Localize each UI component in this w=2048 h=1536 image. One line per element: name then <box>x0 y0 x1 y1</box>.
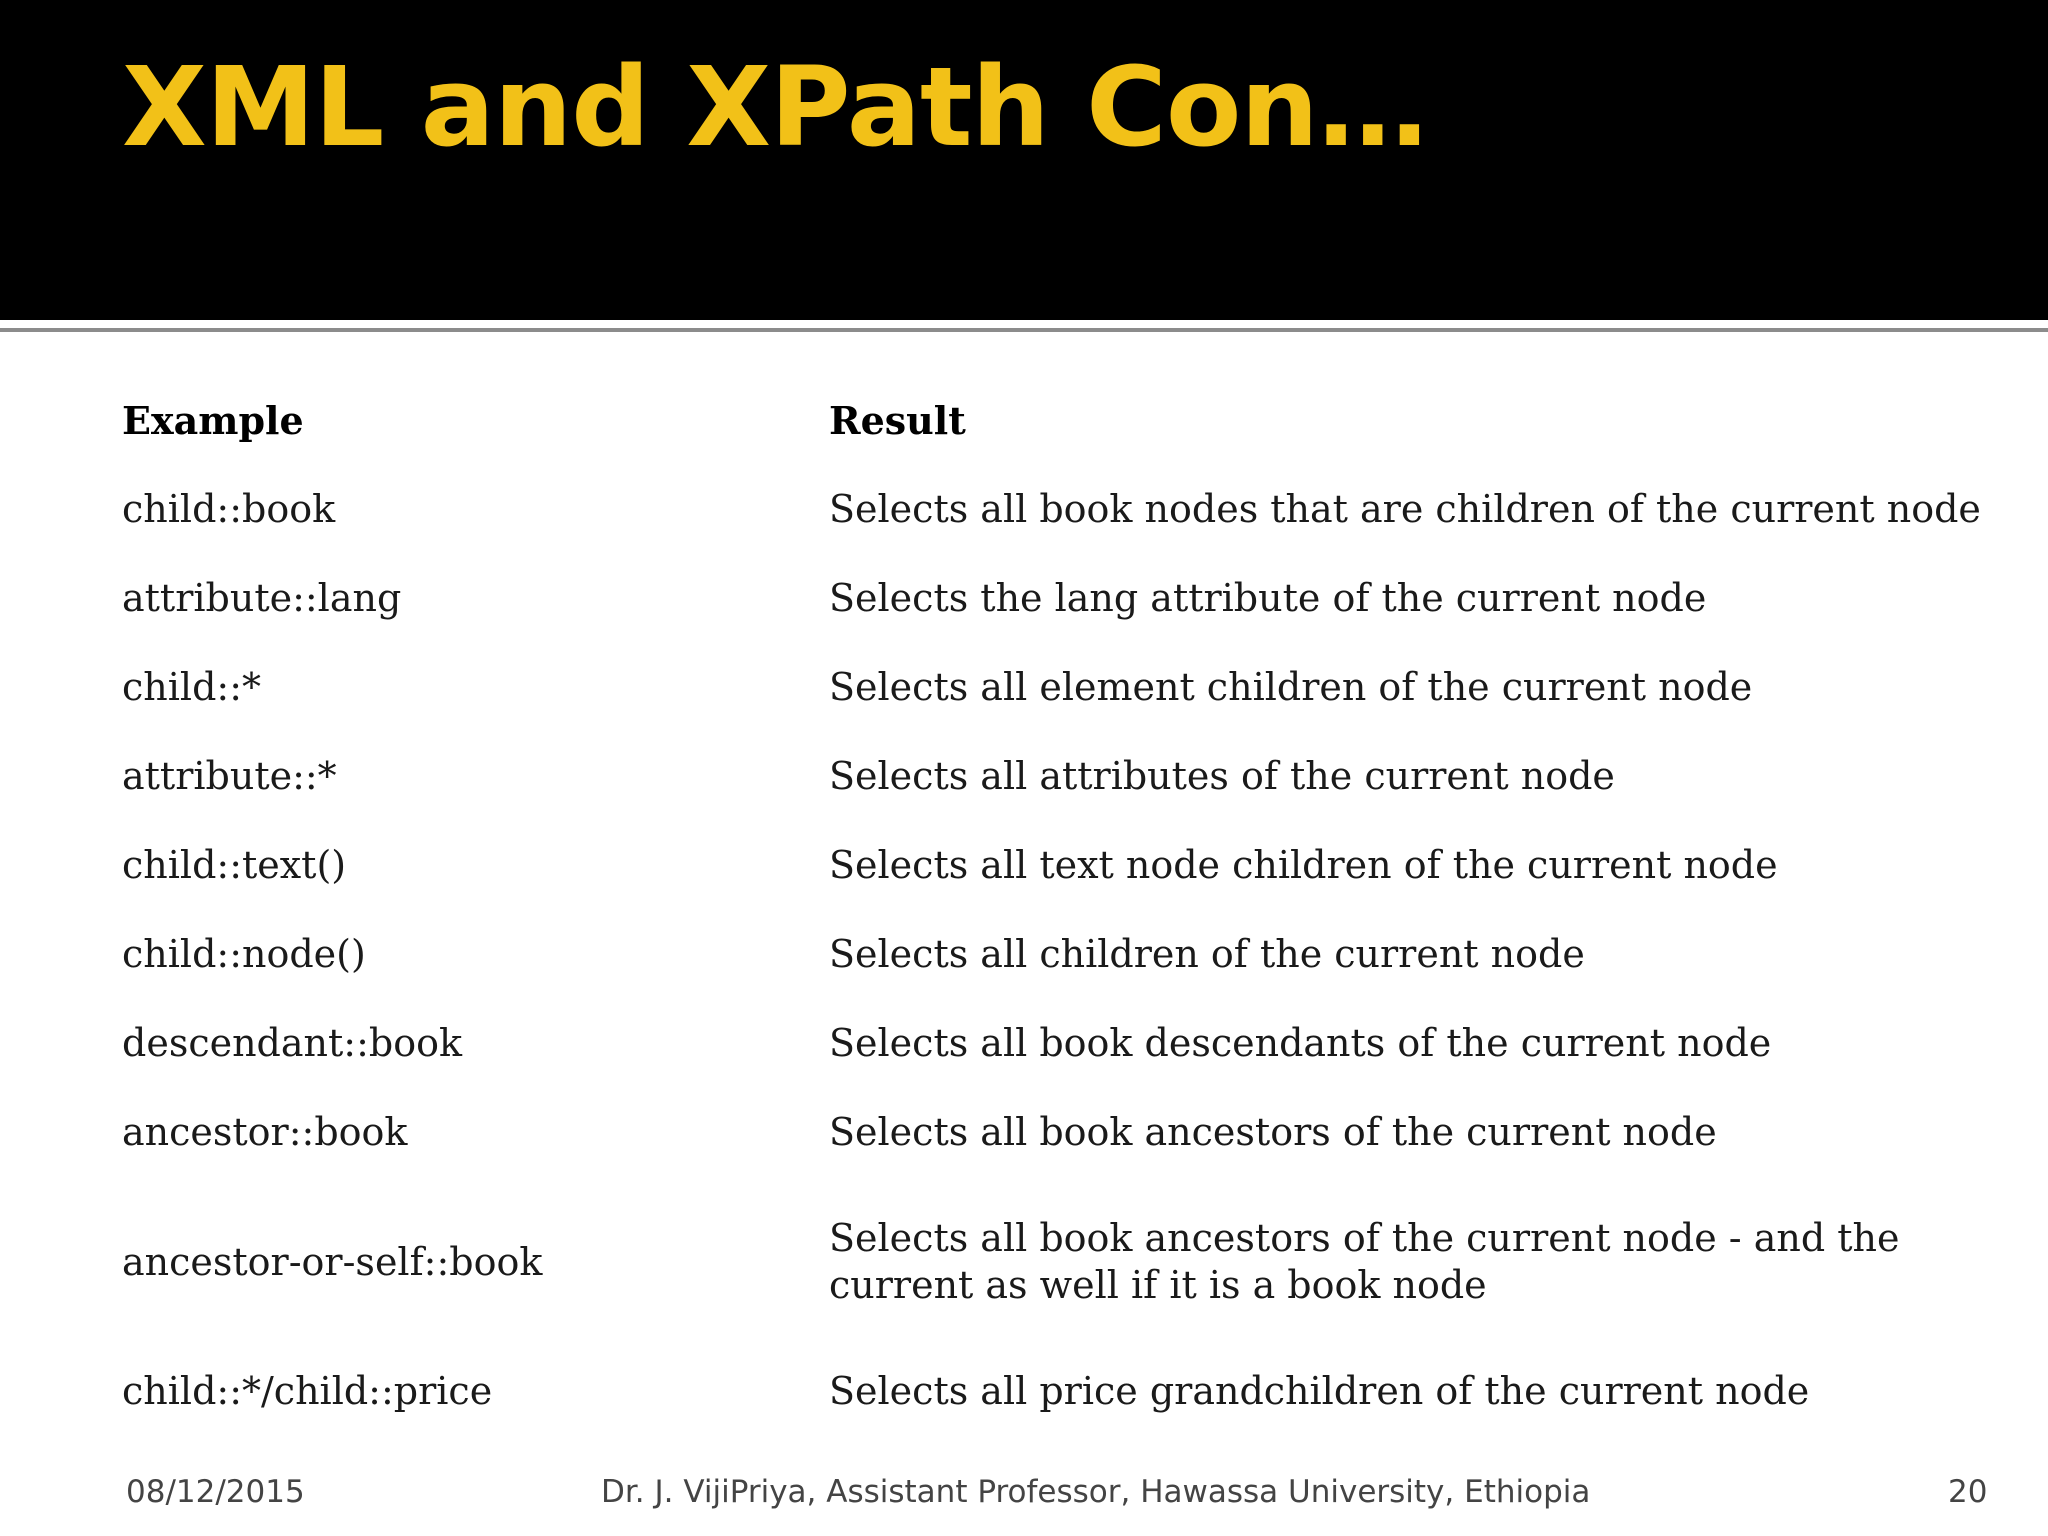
result-cell: Selects all book ancestors of the current node <box>829 1110 1717 1154</box>
result-cell: Selects all book descendants of the current node <box>829 1021 1772 1065</box>
result-cell: Selects the lang attribute of the current node <box>829 576 1707 620</box>
result-cell: Selects all book ancestors of the current node - and the current as well if it is a book node <box>829 1216 1900 1307</box>
slide-title: XML and XPath Con… <box>122 43 1427 171</box>
footer-date: 08/12/2015 <box>126 1474 305 1510</box>
example-cell: child::text() <box>122 843 347 887</box>
divider-line <box>0 328 2048 332</box>
column-header-example: Example <box>122 398 304 443</box>
result-cell: Selects all attributes of the current node <box>829 754 1615 798</box>
footer-author: Dr. J. VijiPriya, Assistant Professor, Hawassa University, Ethiopia <box>601 1474 1591 1510</box>
result-cell: Selects all children of the current node <box>829 932 1585 976</box>
divider-gap <box>0 320 2048 328</box>
example-cell: ancestor-or-self::book <box>122 1240 543 1284</box>
result-cell: Selects all text node children of the current node <box>829 843 1778 887</box>
result-cell: Selects all price grandchildren of the current node <box>829 1369 1810 1413</box>
example-cell: descendant::book <box>122 1021 462 1065</box>
page-number: 20 <box>1948 1474 1988 1510</box>
example-cell: attribute::* <box>122 754 337 798</box>
result-cell: Selects all element children of the current node <box>829 665 1753 709</box>
result-cell: Selects all book nodes that are children of the current node <box>829 487 1981 531</box>
example-cell: child::node() <box>122 932 366 976</box>
example-cell: child::*/child::price <box>122 1369 493 1413</box>
example-cell: ancestor::book <box>122 1110 408 1154</box>
example-cell: child::* <box>122 665 261 709</box>
column-header-result: Result <box>829 398 966 443</box>
example-cell: child::book <box>122 487 336 531</box>
example-cell: attribute::lang <box>122 576 402 620</box>
title-bar <box>0 0 2048 320</box>
